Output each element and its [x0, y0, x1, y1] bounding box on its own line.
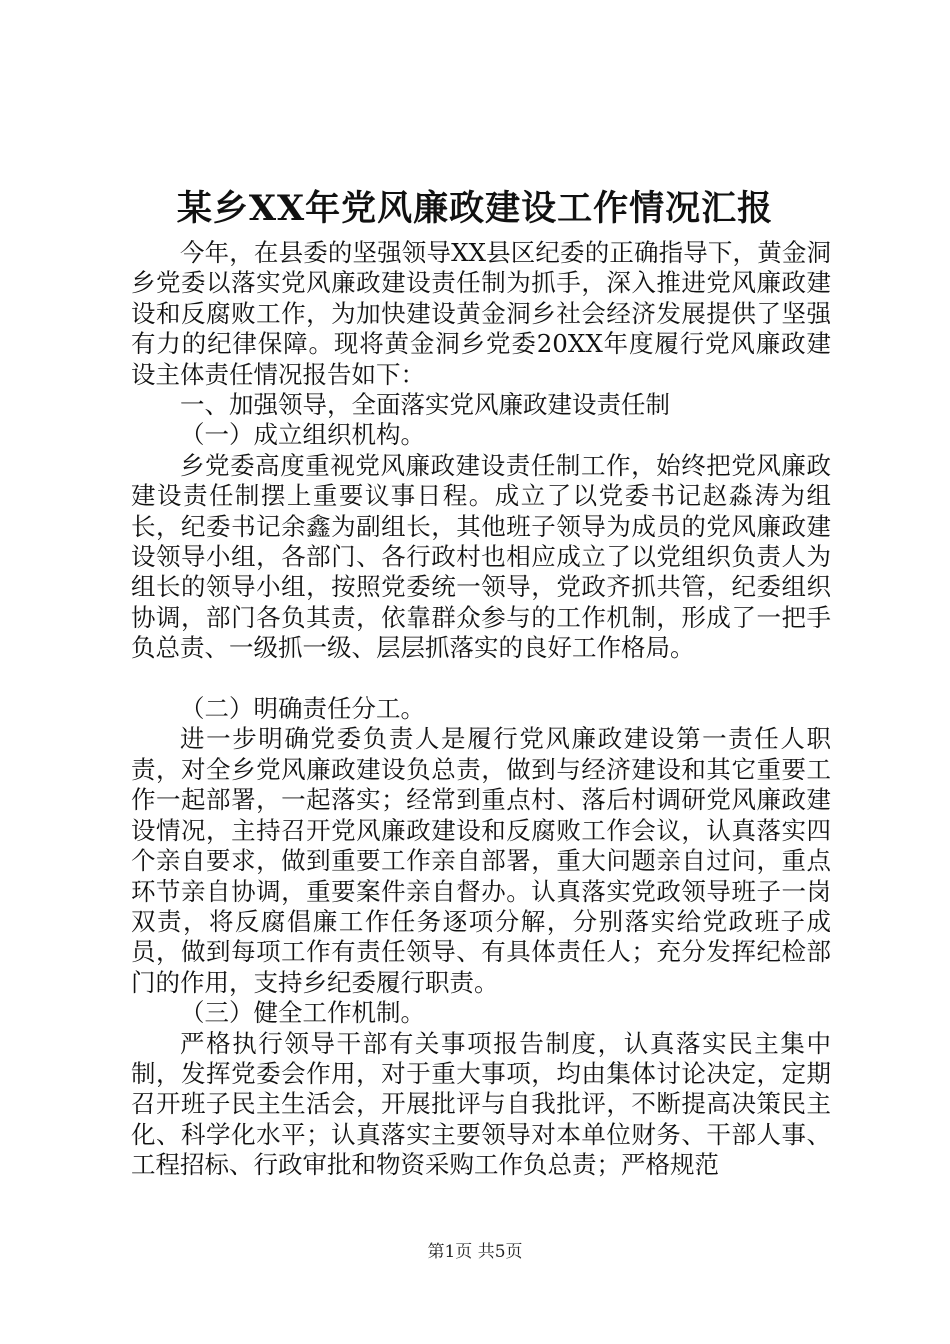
page-number: 第1页 共5页	[427, 1242, 523, 1262]
subsection-heading-3: （三）健全工作机制。	[180, 998, 425, 1028]
section-heading-1: 一、加强领导，全面落实党风廉政建设责任制	[180, 390, 670, 420]
paragraph-intro: 今年，在县委的坚强领导XX县区纪委的正确指导下，黄金洞乡党委以落实党风廉政建设责任制为抓手，深入推进党风廉政建设和反腐败工作，为加快建设黄金洞乡社会经济发展提供了坚强有力的纪律保障。现将黄金洞乡党委20XX年度履行党风廉政建设主体责任情况报告如下：	[131, 238, 831, 389]
paragraph-gap	[131, 664, 831, 694]
document-body	[131, 238, 831, 1181]
paragraph-responsibility: 进一步明确党委负责人是履行党风廉政建设第一责任人职责，对全乡党风廉政建设负总责，做到与经济建设和其它重要工作一起部署，一起落实；经常到重点村、落后村调研党风廉政建设情况，主持召开党风廉政建设和反腐败工作会议，认真落实四个亲自要求，做到重要工作亲自部署，重大问题亲自过问，重点环节亲自协调，重要案件亲自督办。认真落实党政领导班子一岗双责，将反腐倡廉工作任务逐项分解，分别落实给党政班子成员，做到每项工作有责任领导、有具体责任人；充分发挥纪检部门的作用，支持乡纪委履行职责。	[131, 724, 831, 997]
subsection-heading-2: （二）明确责任分工。	[180, 694, 425, 724]
paragraph-organization: 乡党委高度重视党风廉政建设责任制工作，始终把党风廉政建设责任制摆上重要议事日程。成立了以党委书记赵淼涛为组长，纪委书记余鑫为副组长，其他班子领导为成员的党风廉政建设领导小组，各部门、各行政村也相应成立了以党组织负责人为组长的领导小组，按照党委统一领导，党政齐抓共管，纪委组织协调，部门各负其责，依靠群众参与的工作机制，形成了一把手负总责、一级抓一级、层层抓落实的良好工作格局。	[131, 450, 831, 663]
subsection-heading-1: （一）成立组织机构。	[180, 420, 425, 450]
paragraph-mechanism: 严格执行领导干部有关事项报告制度，认真落实民主集中制，发挥党委会作用，对于重大事项，均由集体讨论决定，定期召开班子民主生活会，开展批评与自我批评，不断提高决策民主化、科学化水平；认真落实主要领导对本单位财务、干部人事、工程招标、行政审批和物资采购工作负总责；严格规范	[131, 1028, 831, 1180]
document-title: 某乡XX年党风廉政建设工作情况汇报	[176, 188, 774, 229]
